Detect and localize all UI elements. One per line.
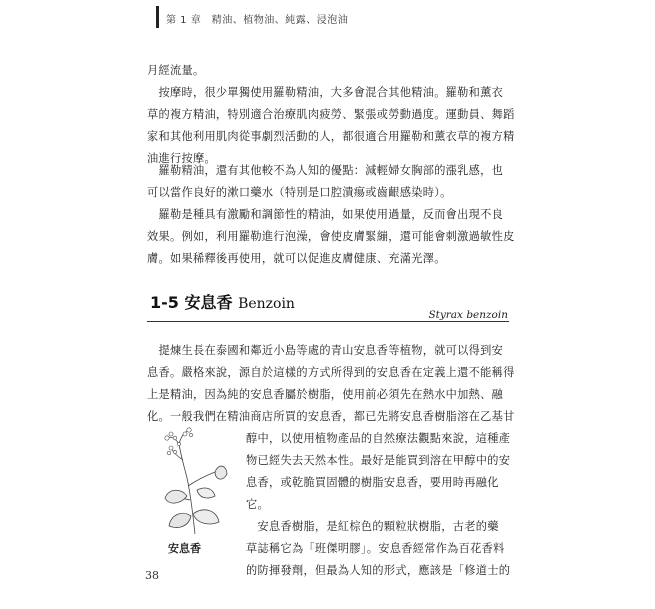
section-english-title: Benzoin (238, 296, 295, 312)
benzoin-plant-illustration (157, 426, 229, 536)
paragraph-continuation (147, 60, 507, 82)
text-line: 草的複方精油，特別適合治療肌肉疲勞、緊張或勞動過度。運動員、舞蹈 (147, 108, 515, 121)
text-line: 油進行按摩。 (147, 152, 216, 165)
section-heading (150, 290, 295, 313)
chapter-header: 第 1 章 精油、植物油、純露、浸泡油 (166, 15, 349, 26)
text-line: 它。 (246, 498, 269, 511)
text-line: 息香，或乾脆買固體的樹脂安息香，要用時再融化 (246, 476, 499, 489)
paragraph-benzoin-intro (147, 340, 515, 428)
text-line: 按摩時，很少單獨使用羅勒精油，大多會混合其他精油。羅勒和薰衣 (147, 86, 504, 99)
text-line: 物已經失去天然本性。最好是能買到溶在甲醇中的安 (246, 454, 511, 467)
text-line: 安息香樹脂，是紅棕色的顆粒狀樹脂，古老的藥 (246, 520, 499, 533)
text-line: 上是精油，因為純的安息香屬於樹脂，使用前必須先在熱水中加熱、融 (147, 388, 504, 401)
latin-name: Styrax benzoin (428, 309, 508, 321)
text-line: 醇中，以使用植物產品的自然療法觀點來說，這種產 (246, 432, 511, 445)
paragraph-benefits (147, 160, 507, 204)
text-line: 膚。如果稀釋後再使用，就可以促進皮膚健康、充滿光澤。 (147, 252, 446, 265)
text-line: 的防揮發劑，但最為人知的形式，應該是「修道士的 (246, 564, 511, 577)
paragraph-benzoin-resin (246, 516, 511, 582)
section-divider (147, 321, 509, 322)
paragraph-benzoin-wrap (246, 428, 511, 516)
section-title: 1-5 安息香 (150, 293, 233, 312)
text-line: 家和其他利用肌肉從事劇烈活動的人，都很適合用羅勒和薰衣草的複方精 (147, 130, 515, 143)
text-line: 羅勒是種具有激勵和調節性的精油，如果使用過量，反而會出現不良 (147, 208, 504, 221)
text-line: 化。一般我們在精油商店所買的安息香，都已先將安息香樹脂溶在乙基甘 (147, 410, 515, 423)
text-line: 提煉生長在泰國和鄰近小島等處的青山安息香等植物，就可以得到安 (147, 344, 504, 357)
text-line: 效果。例如，利用羅勒進行泡澡，會使皮膚緊繃，還可能會刺激過敏性皮 (147, 230, 515, 243)
text-line: 可以當作良好的漱口藥水（特別是口腔潰瘍或齒齦感染時）。 (147, 186, 452, 199)
paragraph-caution (147, 204, 515, 270)
header-rule (156, 6, 159, 28)
paragraph-massage (147, 82, 515, 170)
text-line: 月經流量。 (147, 64, 205, 77)
text-line: 草誌稱它為「班傑明膠」。安息香經常作為百花香料 (246, 542, 505, 555)
text-line: 羅勒精油，還有其他較不為人知的優點：減輕婦女胸部的漲乳感，也 (147, 164, 504, 177)
page-number: 38 (145, 569, 159, 582)
text-line: 息香。嚴格來說，源自於這樣的方式所得到的安息香在定義上還不能稱得 (147, 366, 515, 379)
figure-caption: 安息香 (168, 542, 201, 555)
